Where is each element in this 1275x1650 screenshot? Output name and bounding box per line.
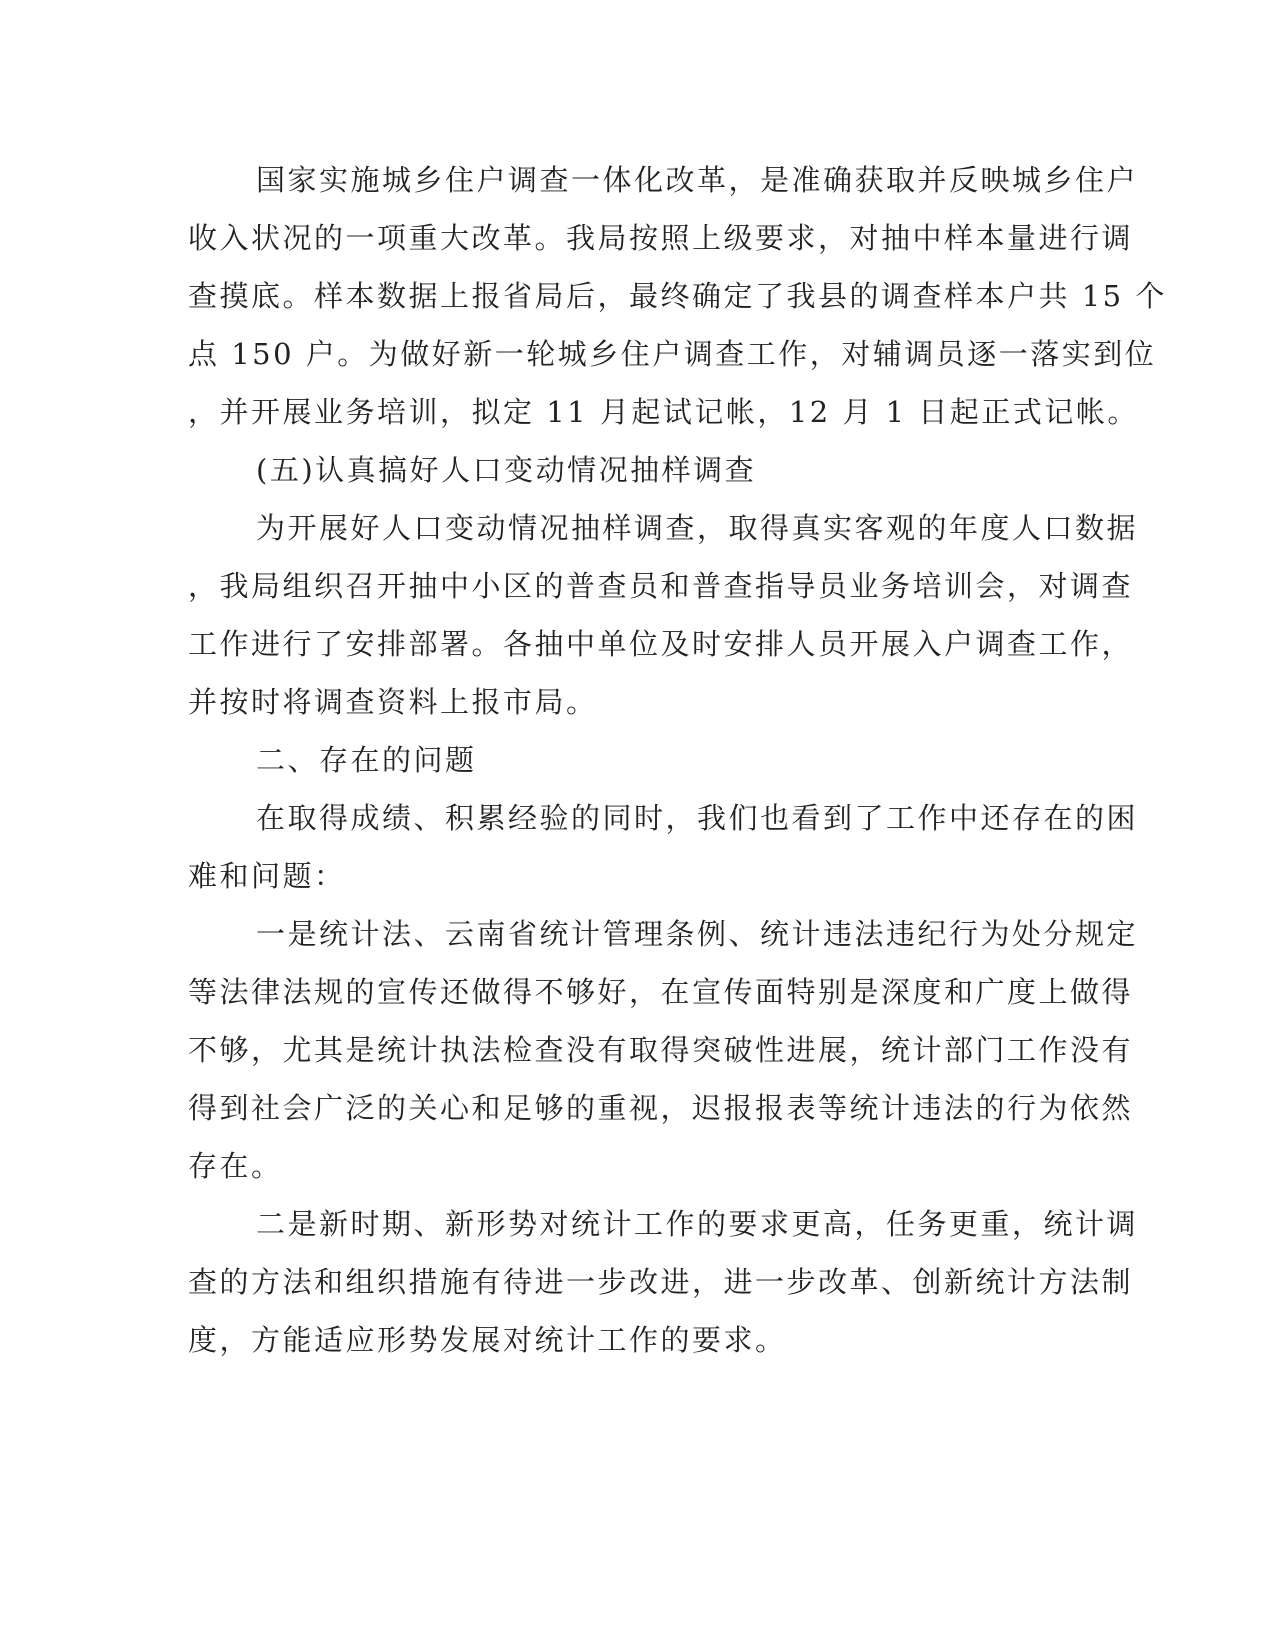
paragraph-3-line-2: 难和问题： <box>188 859 346 893</box>
paragraph-5-line-3: 度，方能适应形势发展对统计工作的要求。 <box>188 1323 787 1357</box>
paragraph-2-line-2: ，我局组织召开抽中小区的普查员和普查指导员业务培训会，对调查 <box>188 569 1134 603</box>
paragraph-1-line-5: ，并开展业务培训，拟定 11 月起试记帐，12 月 1 日起正式记帐。 <box>188 395 1139 429</box>
paragraph-5-line-2: 查的方法和组织措施有待进一步改进，进一步改革、创新统计方法制 <box>188 1265 1134 1299</box>
paragraph-3-line-1: 在取得成绩、积累经验的同时，我们也看到了工作中还存在的困 <box>256 801 1139 835</box>
paragraph-2-line-4: 并按时将调查资料上报市局。 <box>188 685 598 719</box>
section-heading-problems: 二、存在的问题 <box>256 743 477 777</box>
paragraph-4-line-5: 存在。 <box>188 1149 283 1183</box>
paragraph-4-line-4: 得到社会广泛的关心和足够的重视，迟报报表等统计违法的行为依然 <box>188 1091 1134 1125</box>
paragraph-1-line-3: 查摸底。样本数据上报省局后，最终确定了我县的调查样本户共 15 个 <box>188 279 1167 313</box>
section-heading-5: (五)认真搞好人口变动情况抽样调查 <box>256 453 757 487</box>
paragraph-1-line-4: 点 150 户。为做好新一轮城乡住户调查工作，对辅调员逐一落实到位 <box>188 337 1157 371</box>
paragraph-1-line-1: 国家实施城乡住户调查一体化改革，是准确获取并反映城乡住户 <box>256 163 1139 197</box>
paragraph-2-line-3: 工作进行了安排部署。各抽中单位及时安排人员开展入户调查工作， <box>188 627 1134 661</box>
paragraph-5-line-1: 二是新时期、新形势对统计工作的要求更高，任务更重，统计调 <box>256 1207 1139 1241</box>
paragraph-2-line-1: 为开展好人口变动情况抽样调查，取得真实客观的年度人口数据 <box>256 511 1139 545</box>
paragraph-4-line-2: 等法律法规的宣传还做得不够好，在宣传面特别是深度和广度上做得 <box>188 975 1134 1009</box>
paragraph-4-line-1: 一是统计法、云南省统计管理条例、统计违法违纪行为处分规定 <box>256 917 1139 951</box>
paragraph-1-line-2: 收入状况的一项重大改革。我局按照上级要求，对抽中样本量进行调 <box>188 221 1134 255</box>
paragraph-4-line-3: 不够，尤其是统计执法检查没有取得突破性进展，统计部门工作没有 <box>188 1033 1134 1067</box>
